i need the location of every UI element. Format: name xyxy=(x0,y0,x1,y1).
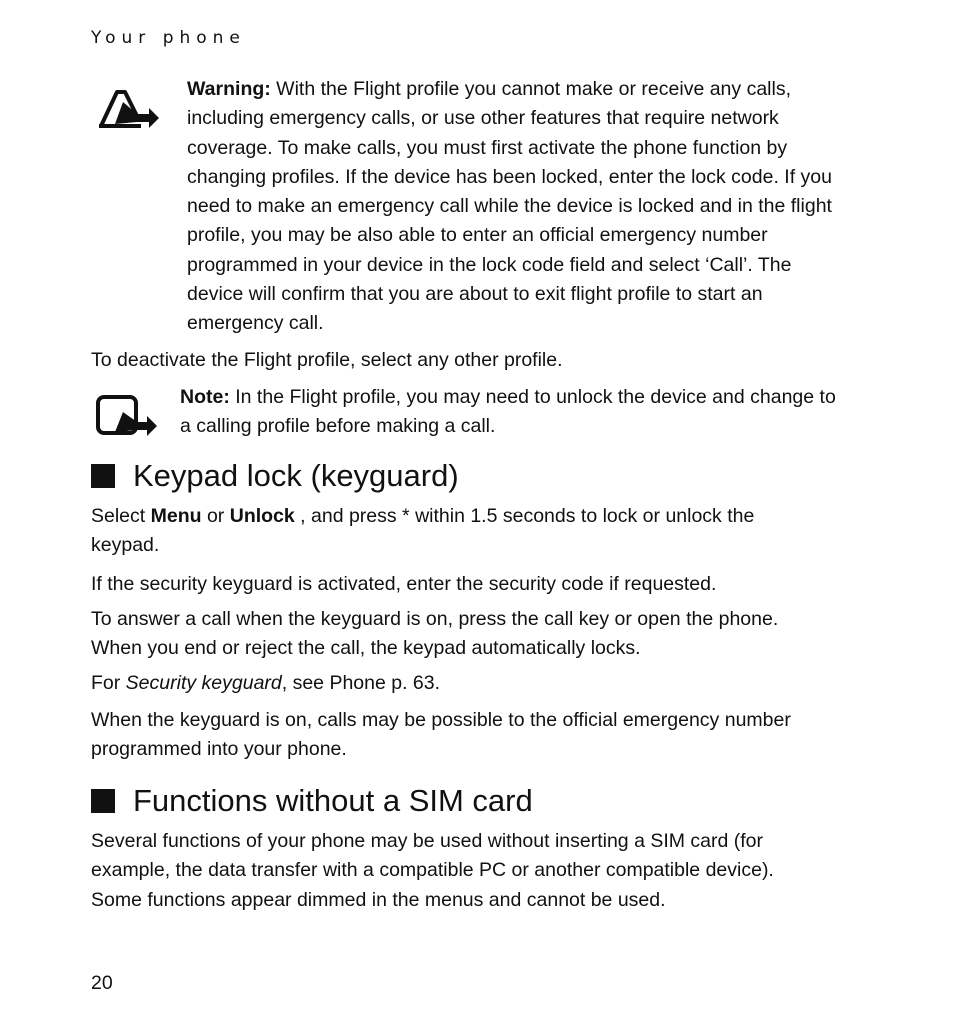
unlock-key-label: Unlock xyxy=(229,505,295,527)
keypad-paragraph-5: When the keyguard is on, calls may be possible to the official emergency number programmed into your phone. xyxy=(91,709,791,761)
keypad-p4-pre: For xyxy=(91,672,126,694)
note-text xyxy=(180,383,845,442)
keypad-paragraph-2: If the security keyguard is activated, enter the security code if requested. xyxy=(91,573,717,595)
keypad-paragraph-1 xyxy=(91,502,791,561)
keypad-section-title-text: Keypad lock (keyguard) xyxy=(133,458,459,493)
sim-section-title xyxy=(91,783,533,819)
security-keyguard-ref: Security keyguard xyxy=(125,672,282,694)
keypad-p1-or: or xyxy=(201,505,230,527)
note-label: Note: xyxy=(180,386,230,408)
keypad-p1-post: , and press * within 1.5 seconds to lock or unlock the keypad. xyxy=(91,505,755,557)
sim-section-title-text: Functions without a SIM card xyxy=(133,783,533,818)
section-bullet xyxy=(91,464,115,488)
warning-label: Warning: xyxy=(187,78,271,100)
warning-icon xyxy=(97,88,161,135)
keypad-p1-pre: Select xyxy=(91,505,151,527)
note-icon xyxy=(95,394,159,443)
menu-key-label: Menu xyxy=(150,505,202,527)
page-number: 20 xyxy=(91,972,113,994)
keypad-paragraph-4 xyxy=(91,669,851,698)
warning-body: With the Flight profile you cannot make or receive any calls, including emergency calls, or use other features that require network coverage. To make calls, you must first activate the phone function by changing profiles. If the device has been locked, enter the lock code. If you need to make an emergency call while the device is locked and in the flight profile, you may be also able to enter an official emergency number programmed in your device in the lock code field and select ‘Call’. The device will confirm that you are about to exit flight profile to start an emergency call. xyxy=(187,78,832,335)
sim-paragraph-1: Several functions of your phone may be used without inserting a SIM card (for example, the data transfer with a compatible PC or another compatible device). Some functions appear dimmed in the menus and cannot be used. xyxy=(91,830,774,911)
keypad-p4-post: , see Phone p. 63. xyxy=(281,672,441,694)
section-bullet xyxy=(91,789,115,813)
keypad-section-title xyxy=(91,458,459,494)
deactivate-paragraph: To deactivate the Flight profile, select any other profile. xyxy=(91,349,563,371)
keypad-paragraph-3: To answer a call when the keyguard is on, press the call key or open the phone. When you end or reject the call, the keypad automatically locks. xyxy=(91,608,779,660)
running-header: Your phone xyxy=(91,28,246,48)
note-body: In the Flight profile, you may need to unlock the device and change to a calling profile before making a call. xyxy=(180,386,836,438)
warning-text xyxy=(187,75,837,339)
